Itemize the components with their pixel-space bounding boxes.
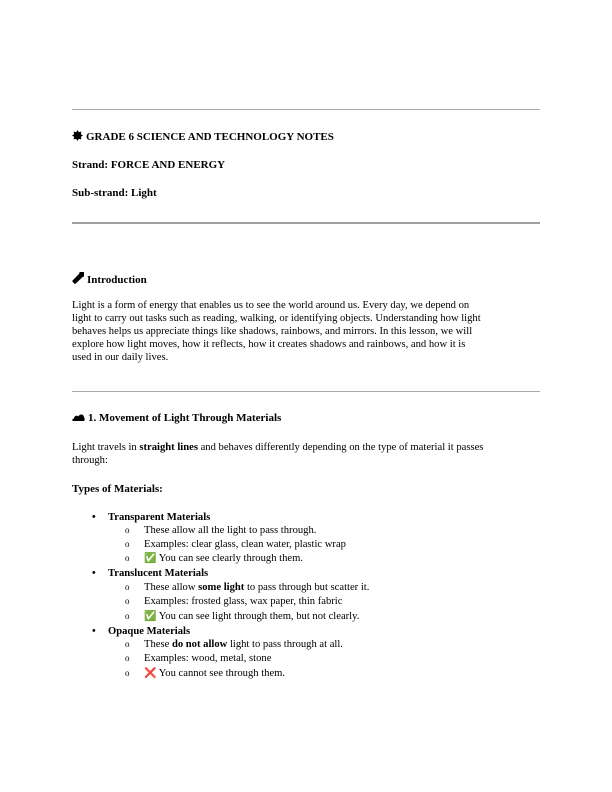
- strand-line: Strand: FORCE AND ENERGY: [72, 159, 226, 171]
- sub-list-item: o Examples: clear glass, clean water, plastic wrap: [125, 539, 346, 550]
- sub-list-item: o ✅ You can see clearly through them.: [125, 553, 303, 564]
- divider: [72, 391, 540, 392]
- list-item: • Opaque Materials: [92, 626, 191, 637]
- sub-list-item: o ❌ You cannot see through them.: [125, 668, 286, 679]
- badge-icon: [72, 130, 83, 141]
- sub-list-item: o ✅ You can see light through them, but not clearly.: [125, 611, 360, 622]
- divider: [72, 109, 540, 110]
- sub-list-item: o These allow all the light to pass through.: [125, 525, 317, 536]
- list-item: • Transparent Materials: [92, 512, 211, 523]
- check-icon: ✅: [144, 611, 157, 622]
- sub-list-item: o These do not allow light to pass through at all.: [125, 639, 343, 650]
- section1-heading: 1. Movement of Light Through Materials: [72, 412, 281, 425]
- cloud-icon: [72, 413, 85, 422]
- sub-list-item: o These allow some light to pass through but scatter it.: [125, 582, 370, 593]
- types-heading: Types of Materials:: [72, 483, 163, 495]
- section1-intro: Light travels in straight lines and behaves differently depending on the type of material it passes through:: [72, 442, 484, 466]
- sub-list-item: o Examples: wood, metal, stone: [125, 653, 272, 664]
- sub-list-item: o Examples: frosted glass, wax paper, thin fabric: [125, 596, 343, 607]
- cross-icon: ❌: [144, 668, 157, 679]
- substrand-line: Sub-strand: Light: [72, 187, 157, 199]
- divider: [72, 222, 540, 224]
- list-item: • Translucent Materials: [92, 568, 209, 579]
- wrench-icon: [72, 272, 84, 284]
- document-title: GRADE 6 SCIENCE AND TECHNOLOGY NOTES: [72, 130, 334, 144]
- check-icon: ✅: [144, 553, 157, 564]
- intro-heading: Introduction: [72, 272, 147, 287]
- intro-paragraph: Light is a form of energy that enables us to see the world around us. Every day, we depend on light to carry out tasks such as reading, walking, or identifying objects. Understanding how light behaves helps us appreciate things like shadows, rainbows, and mirrors. In this lesson, we will explore how light moves, how it reflects, how it creates shadows and rainbows, and how it is used in our daily lives.: [72, 300, 481, 363]
